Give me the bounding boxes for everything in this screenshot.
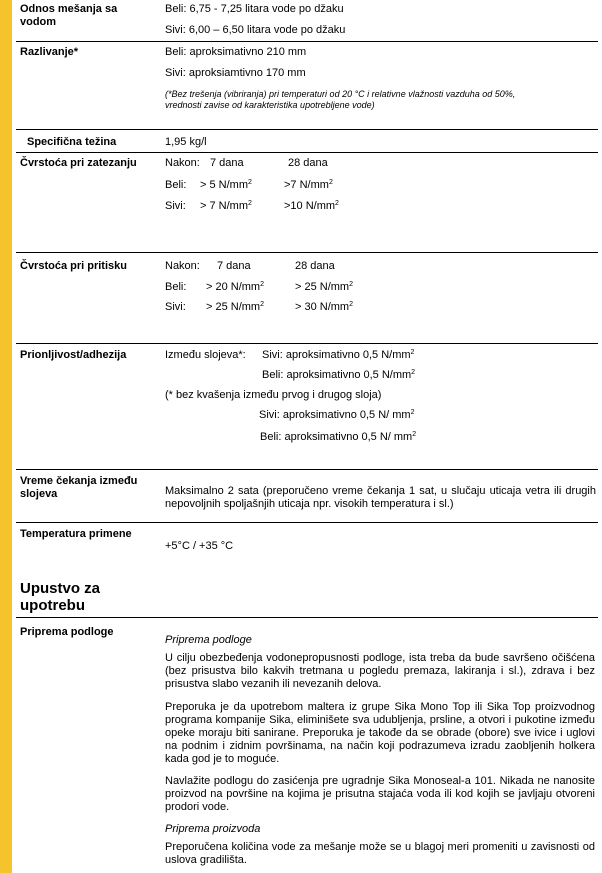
- waiting-text: Maksimalno 2 sata (preporučeno vreme čekanja 1 sat, u slučaju uticaja vetra ili drugih nepovoljnih spoljašnjih uticaja npr. visokih temperatura i sl.): [165, 485, 596, 510]
- compressive-grey-28: > 30 $N/mm^2$: [295, 301, 354, 313]
- compressive-28-days: 28 dana: [295, 260, 335, 272]
- tensile-grey-7: > 7 $N/mm^2$: [200, 200, 252, 212]
- compressive-grey-name: Sivi:: [165, 301, 186, 313]
- gravity-value: 1,95 kg/l: [165, 136, 207, 148]
- divider: [16, 343, 598, 344]
- compressive-grey-7: > 25 $N/mm^2$: [206, 301, 265, 313]
- gravity-label: Specifična težina: [27, 136, 117, 148]
- mixing-label: Odnos mešanja sa vodom: [20, 3, 118, 28]
- section-title: Upustvo za upotrebu: [20, 580, 101, 614]
- spreading-white-value: Beli: aproksimativno 210 mm: [165, 46, 307, 58]
- adhesion-grey-2: Sivi: aproksimativno 0,5 N/ $mm^2$: [259, 409, 415, 421]
- prep-paragraph-1: U cilju obezbeđenja vodonepropusnosti podloge, ista treba da bude savršeno očišćena (bez prisustva bilo kakvih tretmana u pogledu premaza, lakiranja i sl.), zdrava i bez prisustva slabo vezanih ili nevezanih delova.: [165, 652, 595, 690]
- temperature-value: +5°C / +35 °C: [165, 540, 234, 552]
- tensile-white-name: Beli:: [165, 179, 187, 191]
- divider: [16, 617, 598, 618]
- compressive-7-days: 7 dana: [217, 260, 251, 272]
- mixing-grey-value: Sivi: 6,00 – 6,50 litara vode po džaku: [165, 24, 346, 36]
- prep-subheading-product: Priprema proizvoda: [165, 823, 261, 835]
- tensile-7-days: 7 dana: [210, 157, 244, 169]
- tensile-after-label: Nakon:: [165, 157, 200, 169]
- adhesion-note: (* bez kvašenja između prvog i drugog sloja): [165, 389, 382, 401]
- waiting-label: Vreme čekanja između slojeva: [20, 475, 138, 500]
- adhesion-between-label: Između slojeva*:: [165, 349, 246, 361]
- temperature-label: Temperatura primene: [20, 528, 132, 540]
- divider: [16, 469, 598, 470]
- spreading-label: Razlivanje*: [20, 46, 79, 58]
- tensile-grey-name: Sivi:: [165, 200, 186, 212]
- compressive-white-name: Beli:: [165, 281, 187, 293]
- prep-label: Priprema podloge: [20, 626, 114, 638]
- compressive-label: Čvrstoća pri pritisku: [20, 260, 127, 272]
- divider: [16, 41, 598, 42]
- tensile-28-days: 28 dana: [288, 157, 328, 169]
- mixing-white-value: Beli: 6,75 - 7,25 litara vode po džaku: [165, 3, 344, 15]
- compressive-white-28: > 25 $N/mm^2$: [295, 281, 354, 293]
- side-accent-stripe: [0, 0, 12, 873]
- adhesion-grey-1: Sivi: aproksimativno 0,5 $N/mm^2$: [262, 349, 415, 361]
- divider: [16, 152, 598, 153]
- prep-paragraph-2: Preporuka je da upotrebom maltera iz grupe Sika Mono Top ili Sika Top proizvodnog programa kompanije Sika, eliminišete sva udubljenja, prsline, a otvori i pukotine između opeke moraju biti sanirane. Preporuka je takođe da se obrade (obore) sve ivice i uglovi na podnim i zidnim površinama, na način koji podrazumeva izradu zaobljenih holkera kada god je to moguće.: [165, 701, 595, 765]
- spreading-note: (*Bez trešenja (vibriranja) pri temperaturi od 20 °C i relativne vlažnosti vazduha od 50%, vrednosti zavise od karakteristika upotrebljene vode): [165, 89, 516, 110]
- adhesion-white-2: Beli: aproksimativno 0,5 N/ $mm^2$: [260, 431, 417, 443]
- divider: [16, 522, 598, 523]
- spreading-grey-value: Sivi: aproksiamtivno 170 mm: [165, 67, 306, 79]
- compressive-after-label: Nakon:: [165, 260, 200, 272]
- divider: [16, 129, 598, 130]
- tensile-label: Čvrstoća pri zatezanju: [20, 157, 137, 169]
- divider: [16, 252, 598, 253]
- prep-subheading-substrate: Priprema podloge: [165, 634, 252, 646]
- prep-paragraph-3: Navlažite podlogu do zasićenja pre ugradnje Sika Monoseal-a 101. Nikada ne nanosite proizvod na površine na kojima je prisutna stajaća voda ili kod kojih se javljaju otvoreni prodori vode.: [165, 775, 595, 813]
- adhesion-white-1: Beli: aproksimativno 0,5 $N/mm^2$: [262, 369, 416, 381]
- tensile-white-28: >7 $N/mm^2$: [284, 179, 333, 191]
- adhesion-label: Prionljivost/adhezija: [20, 349, 127, 361]
- tensile-grey-28: >10 $N/mm^2$: [284, 200, 339, 212]
- prep-paragraph-4: Preporučena količina vode za mešanje može se u blagoj meri promeniti u zavisnosti od uslova gradilišta.: [165, 841, 595, 866]
- compressive-white-7: > 20 $N/mm^2$: [206, 281, 265, 293]
- tensile-white-7: > 5 $N/mm^2$: [200, 179, 252, 191]
